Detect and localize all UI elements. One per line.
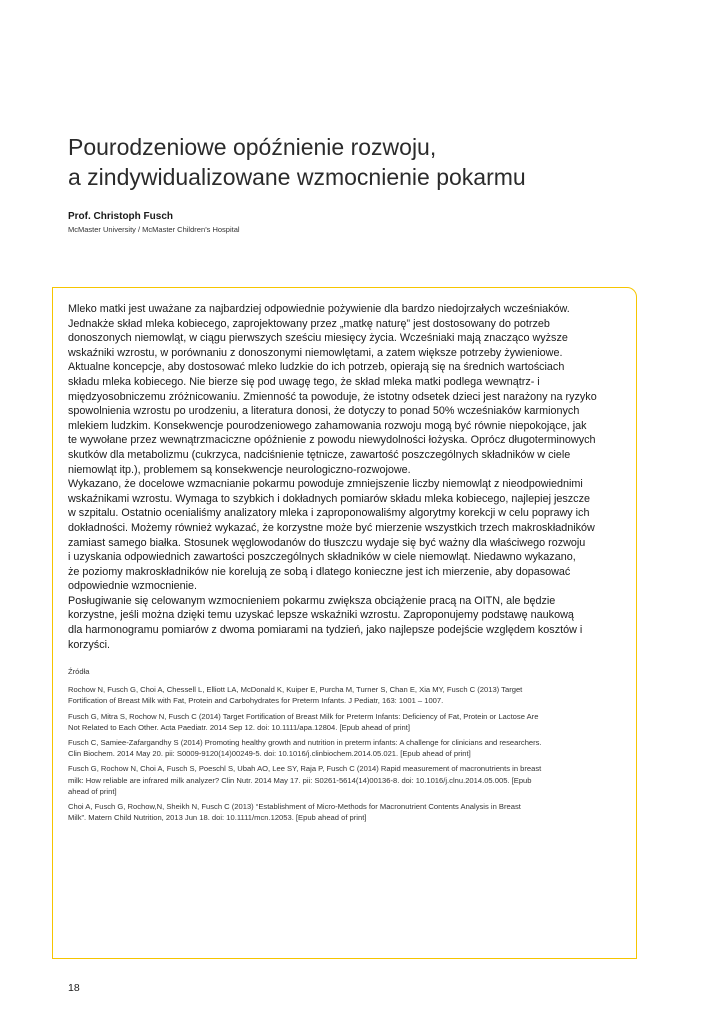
body-line: Aktualne koncepcje, aby dostosować mleko ludzkie do ich potrzeb, opierają się na średnich wartościach — [68, 361, 565, 374]
body-line: wskaźnikami wzrostu. Wymaga to szybkich i dokładnych pomiarów składu mleka kobiecego, najlepiej jeszcze — [68, 492, 590, 505]
references-section — [68, 666, 624, 827]
article-title — [68, 132, 688, 192]
body-line: wskaźniki wzrostu, w porównaniu z donoszonymi niemowlętami, a zatem większe potrzeby żywieniowe. — [68, 346, 563, 359]
body-line: zamiast samego białka. Stosunek węglowodanów do tłuszczu wydaje się być ważny dla właściwego rozwoju — [68, 536, 586, 549]
body-line: korzyści. — [68, 638, 110, 651]
page-number: 18 — [68, 982, 80, 994]
reference-item — [68, 763, 624, 797]
body-line: mlekiem ludzkim. Konsekwencje pourodzeniowego zahamowania rozwoju mogą być równie niepokojące, jak — [68, 419, 587, 432]
reference-line: Fusch G, Mitra S, Rochow N, Fusch C (2014) Target Fortification of Breast Milk for Preterm Infants: Deficiency of Fat, Protein or Lactose Are — [68, 711, 539, 721]
title-line: Pourodzeniowe opóźnienie rozwoju, — [68, 134, 437, 160]
reference-line: Fusch G, Rochow N, Choi A, Fusch S, Poeschl S, Ubah AO, Lee SY, Raja P, Fusch C (2014) Rapid measurement of macronutrients in breast — [68, 764, 542, 774]
reference-line: Choi A, Fusch G, Rochow,N, Sheikh N, Fusch C (2013) “Establishment of Micro-Methods for Macronutrient Contents Analysis in Breast — [68, 802, 521, 812]
body-line: że poziomy makroskładników nie korelują ze sobą i dlatego konieczne jest ich mierzenie, aby dopasować — [68, 565, 571, 578]
body-line: spowolnienia wzrostu po urodzeniu, a literatura donosi, że dotyczy to ponad 50% wcześniaków karmionych — [68, 405, 580, 418]
reference-item — [68, 711, 624, 733]
body-line: Jednakże skład mleka kobiecego, zaprojektowany przez „matkę naturę” jest dostosowany do potrzeb — [68, 317, 550, 330]
body-line: Posługiwanie się celowanym wzmocnieniem pokarmu zwiększa obciążenie pracą na OITN, ale będzie — [68, 594, 556, 607]
body-line: i uzyskania odpowiednich zawartości poszczególnych składników w ciele niemowląt. Niedawno wykazano, — [68, 551, 576, 564]
body-line: korzystne, jeśli można dzięki temu uzyskać lepsze wskaźniki wzrostu. Zaproponujemy podstawę naukową — [68, 609, 574, 622]
reference-line: ahead of print] — [68, 786, 117, 796]
reference-line: Fusch C, Samiee-Zafargandhy S (2014) Promoting healthy growth and nutrition in preterm infants: A challenge for clinicians and researchers. — [68, 738, 542, 748]
body-line: odpowiednie wzmocnienie. — [68, 580, 198, 593]
body-line: dokładności. Możemy również wykazać, że korzystne może być mierzenie wszystkich trzech makroskładników — [68, 521, 595, 534]
reference-item — [68, 801, 624, 823]
body-line: Wykazano, że docelowe wzmacnianie pokarmu powoduje zmniejszenie liczby niemowląt z nieodpowiednimi — [68, 478, 583, 491]
reference-line: Fortification of Breast Milk with Fat, Protein and Carbohydrates for Preterm Infants. J Pediatr, 163: 1001 – 1007. — [68, 696, 444, 706]
reference-line: Rochow N, Fusch G, Choi A, Chessell L, Elliott LA, McDonald K, Kuiper E, Purcha M, Turner S, Chan E, Xia MY, Fusch C (2013) Target — [68, 685, 523, 695]
author-affiliation: McMaster University / McMaster Children’s Hospital — [68, 225, 240, 234]
references-list — [68, 684, 624, 823]
body-line: donoszonych niemowląt, w ciągu pierwszych sześciu miesięcy życia. Wcześniaki mają znacząco wyższe — [68, 332, 568, 345]
author-name: Prof. Christoph Fusch — [68, 211, 173, 222]
reference-line: milk: How reliable are infrared milk analyzer? Clin Nutr. 2014 May 17. pii: S0261-5614(14)00136-8. doi: 10.1016/j.clnu.2014.05.005. [Epub — [68, 775, 532, 785]
body-line: te wywołane przez wewnątrzmaciczne opóźnienie z powodu niewydolności łożyska. Oprócz długoterminowych — [68, 434, 596, 447]
references-heading: Źródła — [68, 667, 90, 676]
body-line: w szpitalu. Ostatnio ocenialiśmy analizatory mleka i zaproponowaliśmy algorytmy korekcji w celu poprawy ich — [68, 507, 590, 520]
reference-line: Not Related to Each Other. Acta Paediatr. 2014 Sep 12. doi: 10.1111/apa.12804. [Epub ahead of print] — [68, 722, 410, 732]
body-line: międzyosobniczemu zróżnicowaniu. Zmienność ta powoduje, że istotny odsetek dzieci jest narażony na ryzyko — [68, 390, 597, 403]
body-line: dla harmonogramu pomiarów z dwoma pomiarami na tydzień, jako najlepsze podejście względem kosztów i — [68, 624, 583, 637]
abstract-body — [68, 302, 624, 652]
title-line: a zindywidualizowane wzmocnienie pokarmu — [68, 164, 526, 190]
reference-line: Milk”. Matern Child Nutrition, 2013 Jun 18. doi: 10.1111/mcn.12053. [Epub ahead of print] — [68, 813, 367, 823]
reference-line: Clin Biochem. 2014 May 20. pii: S0009-9120(14)00249-5. doi: 10.1016/j.clinbiochem.2014.05.021. [Epub ahead of print] — [68, 749, 471, 759]
body-line: skutków dla metabolizmu (cukrzyca, nadciśnienie tętnicze, zawartość poszczególnych składników w ciele — [68, 448, 571, 461]
body-line: składu mleka kobiecego. Nie bierze się pod uwagę tego, że skład mleka matki podlega wewnątrz- i — [68, 375, 540, 388]
body-line: niemowląt itp.), problemem są konsekwencje neurologiczno-rozwojowe. — [68, 463, 411, 476]
body-line: Mleko matki jest uważane za najbardziej odpowiednie pożywienie dla bardzo niedojrzałych wcześniaków. — [68, 303, 570, 315]
reference-item — [68, 684, 624, 706]
reference-item — [68, 737, 624, 759]
